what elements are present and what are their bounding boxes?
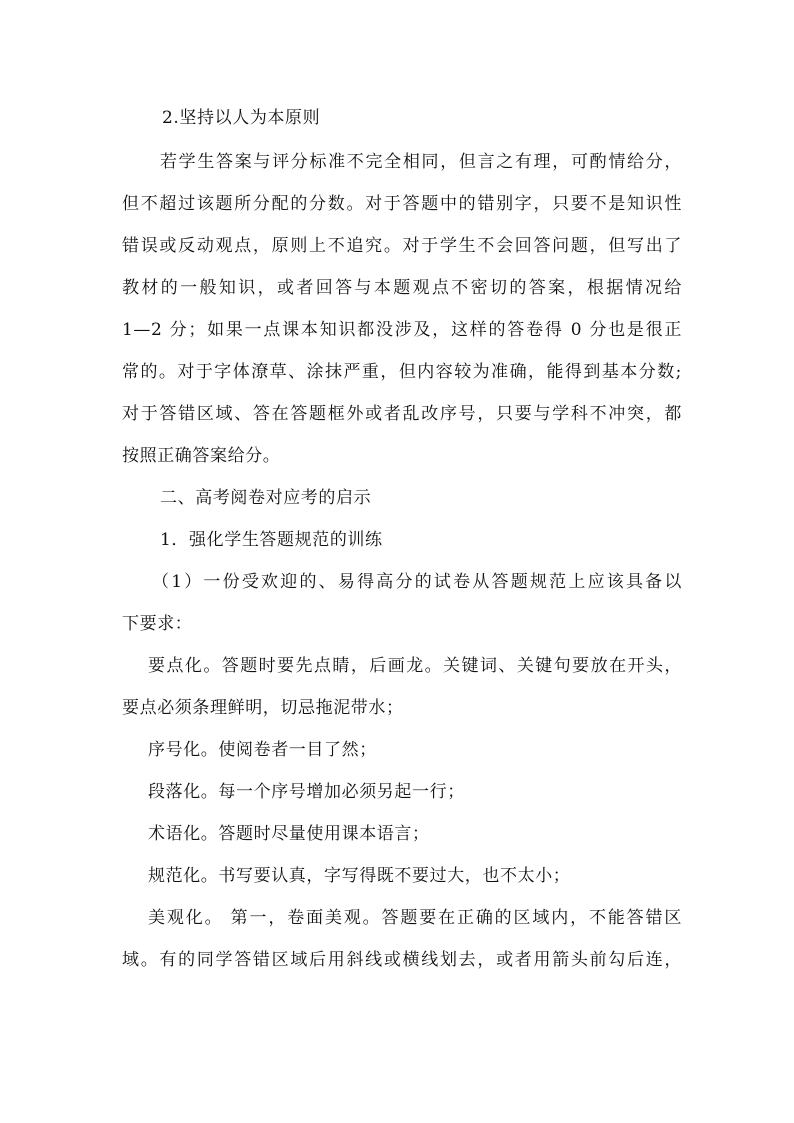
paragraph-line: （1）一份受欢迎的、易得高分的试卷从答题规范上应该具备以: [152, 572, 682, 592]
paragraph-line: 常的。对于字体潦草、涂抹严重，但内容较为准确，能得到基本分数;: [122, 362, 682, 382]
paragraph-line: 域。有的同学答错区域后用斜线或横线划去，或者用箭头前勾后连，: [122, 950, 682, 970]
list-item-line: 要点必须条理鲜明，切忌拖泥带水；: [122, 698, 404, 718]
subsection-heading: 1．强化学生答题规范的训练: [160, 530, 383, 550]
list-item-line: 美观化。 第一，卷面美观。答题要在正确的区域内，不能答错区: [148, 908, 682, 928]
paragraph-line: 教材的一般知识，或者回答与本题观点不密切的答案，根据情况给: [122, 278, 682, 298]
list-item-line: 要点化。答题时要先点睛，后画龙。关键词、关键句要放在开头，: [148, 656, 682, 676]
list-item-line: 序号化。使阅卷者一目了然；: [148, 740, 377, 760]
section-heading: 二、高考阅卷对应考的启示: [160, 488, 372, 508]
list-item-line: 规范化。书写要认真，字写得既不要过大，也不太小；: [148, 866, 571, 886]
paragraph-line: 但不超过该题所分配的分数。对于答题中的错别字，只要不是知识性: [122, 194, 682, 214]
paragraph-line: 按照正确答案给分。: [122, 446, 281, 466]
section-heading-2: 2.坚持以人为本原则: [162, 108, 321, 128]
paragraph-line: 对于答错区域、答在答题框外或者乱改序号，只要与学科不冲突，都: [122, 404, 682, 424]
list-item-line: 术语化。答题时尽量使用课本语言；: [148, 824, 430, 844]
paragraph-line: 下要求：: [122, 614, 193, 634]
paragraph-line: 1—2 分；如果一点课本知识都没涉及，这样的答卷得 0 分也是很正: [122, 320, 682, 340]
paragraph-line: 若学生答案与评分标准不完全相同，但言之有理，可酌情给分，: [160, 152, 682, 172]
list-item-line: 段落化。每一个序号增加必须另起一行；: [148, 782, 465, 802]
paragraph-line: 错误或反动观点，原则上不追究。对于学生不会回答问题，但写出了: [122, 236, 682, 256]
